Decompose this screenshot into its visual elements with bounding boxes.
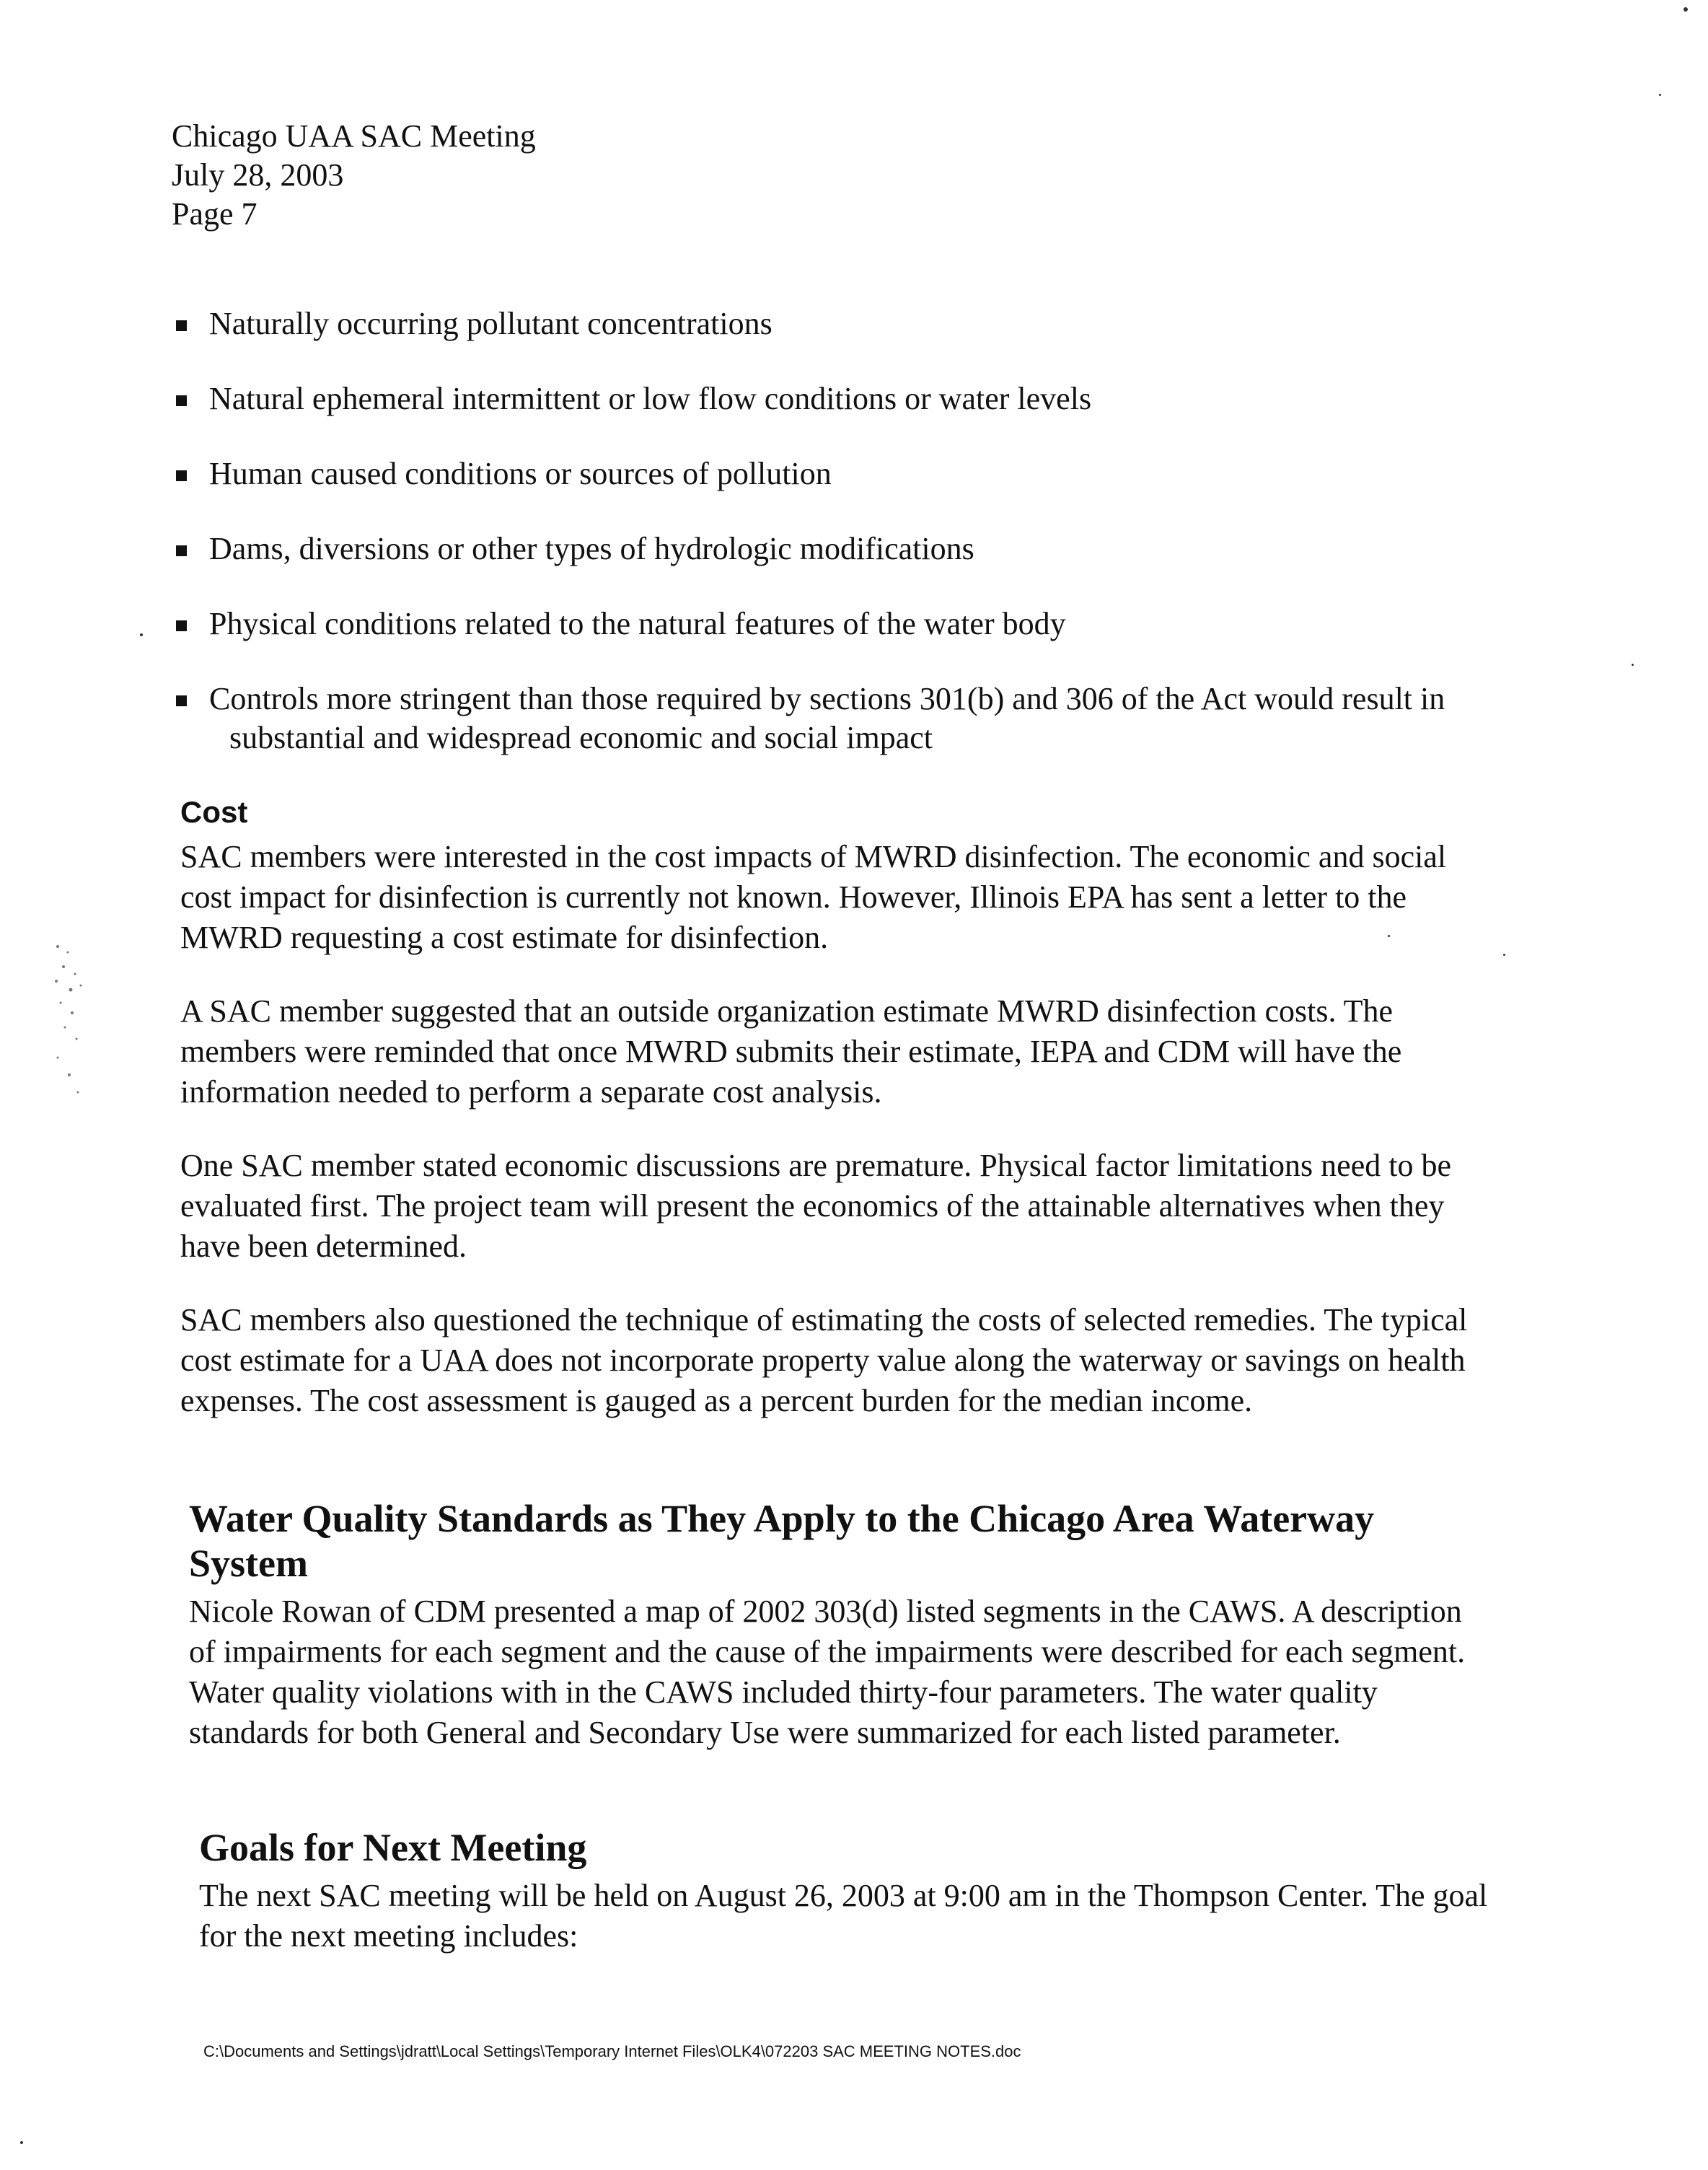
- header-date: July 28, 2003: [172, 157, 344, 193]
- cost-section: [180, 792, 1471, 1454]
- bullet-square-icon: [176, 545, 187, 556]
- header-meeting-title: Chicago UAA SAC Meeting: [172, 118, 536, 154]
- cost-heading: Cost: [180, 795, 248, 829]
- water-quality-paragraph: Nicole Rowan of CDM presented a map of 2002 303(d) listed segments in the CAWS. A description of impairments for each segment and the cause of the impairments were described for each segment. Water quality violations with in the CAWS included thirty-four parameters. The water quality standards for both General and Secondary Use were summarized for each listed parameter.: [189, 1594, 1466, 1750]
- scan-speck-icon: [1659, 94, 1661, 96]
- scan-speck-icon: [20, 2141, 23, 2144]
- file-path-footer: C:\Documents and Settings\jdratt\Local Settings\Temporary Internet Files\OLK4\072203 SAC MEETING NOTES.doc: [203, 2042, 1021, 2060]
- bullet-text: Physical conditions related to the natural features of the water body: [209, 606, 1066, 641]
- bullet-text: Controls more stringent than those required by sections 301(b) and 306 of the Act would result in substantial and widespread economic and social impact: [209, 681, 1445, 755]
- scan-speck-icon: [1388, 935, 1390, 937]
- scan-smudge-icon: [43, 938, 101, 1111]
- bullet-square-icon: [176, 470, 187, 481]
- water-quality-heading: Water Quality Standards as They Apply to the Chicago Area Waterway System: [189, 1497, 1375, 1585]
- bullet-text: Human caused conditions or sources of pollution: [209, 456, 832, 491]
- cost-paragraph-4: SAC members also questioned the technique of estimating the costs of selected remedies. The typical cost estimate for a UAA does not incorporate property value along the waterway or savings on health expenses. The cost assessment is gauged as a percent burden for the median income.: [180, 1302, 1468, 1418]
- goals-heading: Goals for Next Meeting: [199, 1826, 587, 1869]
- cost-paragraph-3: One SAC member stated economic discussions are premature. Physical factor limitations need to be evaluated first. The project team will present the economics of the attainable alternatives when they have been determined.: [180, 1148, 1451, 1264]
- list-item: [173, 454, 1457, 493]
- cost-paragraph-1: SAC members were interested in the cost impacts of MWRD disinfection. The economic and social cost impact for disinfection is currently not known. However, Illinois EPA has sent a letter to the MWRD requesting a cost estimate for disinfection.: [180, 839, 1447, 955]
- goals-paragraph: The next SAC meeting will be held on August 26, 2003 at 9:00 am in the Thompson Center. The goal for the next meeting includes:: [199, 1878, 1488, 1954]
- bullet-square-icon: [176, 695, 187, 706]
- list-item: [173, 605, 1457, 643]
- cost-paragraph-2: A SAC member suggested that an outside organization estimate MWRD disinfection costs. The members were reminded that once MWRD submits their estimate, IEPA and CDM will have the information needed to perform a separate cost analysis.: [180, 993, 1402, 1110]
- bullet-text: Naturally occurring pollutant concentrations: [209, 306, 772, 341]
- scan-speck-icon: [1503, 954, 1505, 956]
- factors-bullet-list: [173, 304, 1457, 794]
- bullet-text: Dams, diversions or other types of hydrologic modifications: [209, 531, 974, 566]
- bullet-text: Natural ephemeral intermittent or low flow conditions or water levels: [209, 381, 1092, 416]
- scan-speck-icon: [1683, 7, 1688, 12]
- list-item: [173, 304, 1457, 343]
- list-item: [173, 530, 1457, 568]
- header-page-number: Page 7: [172, 196, 257, 232]
- scan-speck-icon: [140, 633, 143, 636]
- list-item: [173, 680, 1457, 757]
- scan-speck-icon: [1632, 664, 1634, 666]
- goals-section: [199, 1825, 1490, 1990]
- page-header: [172, 117, 536, 234]
- bullet-square-icon: [176, 620, 187, 631]
- list-item: [173, 379, 1457, 418]
- bullet-square-icon: [176, 395, 187, 406]
- bullet-square-icon: [176, 320, 187, 331]
- water-quality-section: [189, 1496, 1480, 1786]
